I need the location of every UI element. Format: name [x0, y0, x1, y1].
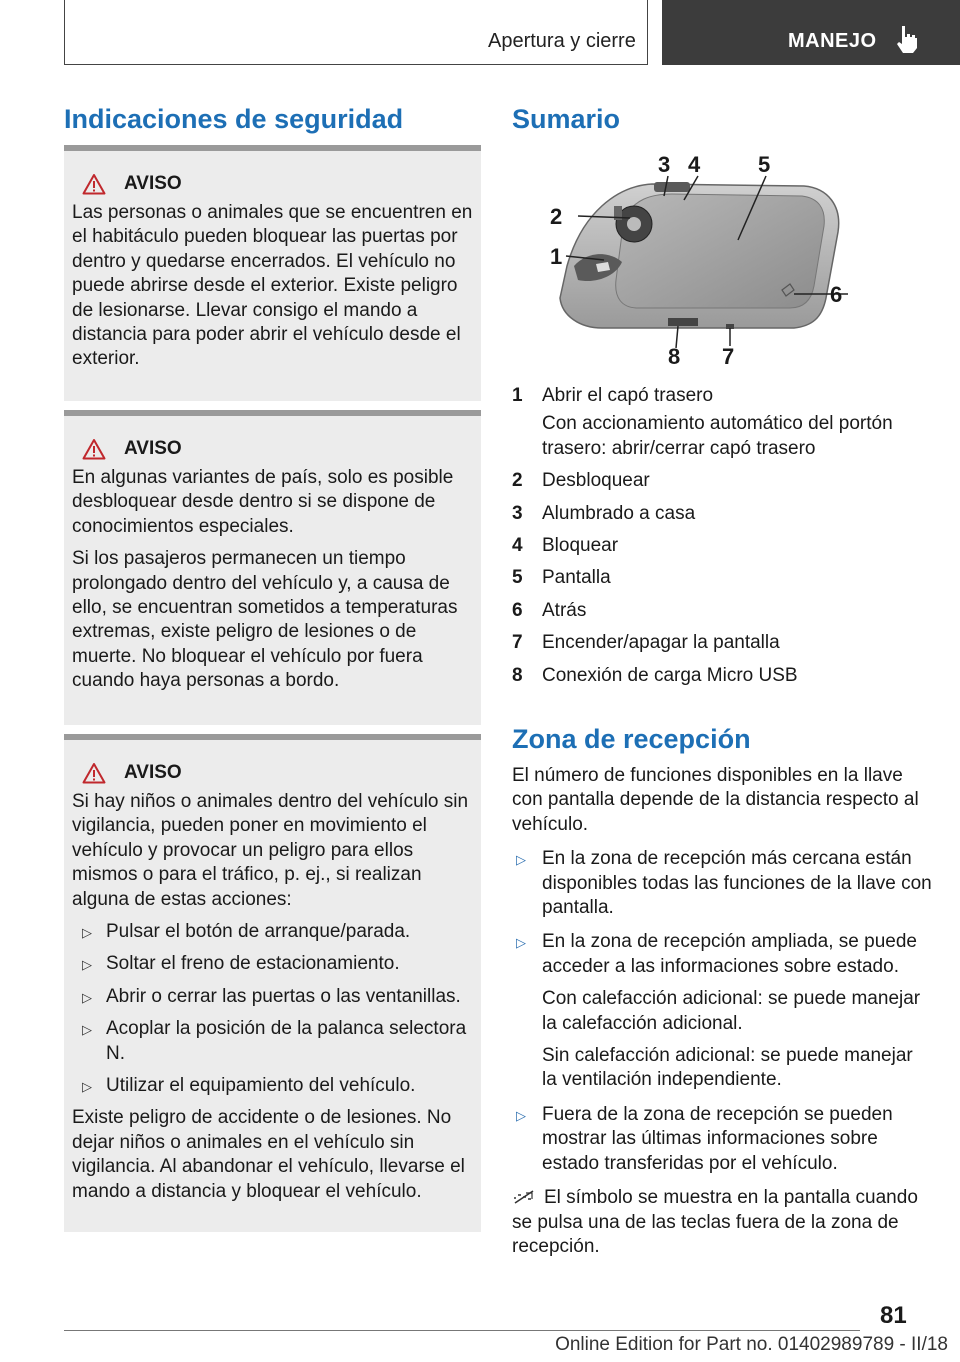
- header-section-box: [64, 0, 648, 65]
- edition-footer: Online Edition for Part no. 01402989789 - II/18: [555, 1334, 948, 1355]
- action-list: [72, 920, 473, 1098]
- warning-box: [64, 145, 481, 401]
- list-item: ▷ En la zona de recepción más cercana están disponibles todas las funciones de la llave con pantalla.: [516, 848, 932, 919]
- warning-icon: [82, 762, 106, 784]
- warning-text: Existe peligro de accidente o de lesiones. No dejar niños o animales en el vehículo sin vigilancia. Al abandonar el vehículo, llevarse el mando a distancia y bloquear el vehículo.: [72, 1107, 465, 1202]
- callout-5: 5: [758, 152, 771, 177]
- legend-item: 7 Encender/apagar la pantalla: [512, 632, 780, 654]
- legend-item: 8 Conexión de carga Micro USB: [512, 664, 798, 686]
- list-item: ▷ En la zona de recepción ampliada, se puede acceder a las informaciones sobre estado. Con calefacción adicional: se puede manejar la calefacción adicional. Sin calefacción adicional: se puede manejar la ventilación independiente.: [512, 930, 932, 1092]
- warning-text: Las personas o animales que se encuentren en el habitáculo pueden bloquear las puertas por dentro y quedarse encerrados. El vehículo no puede abrirse desde el exterior. Existe peligro de lesionarse. Llevar consigo el mando a distancia para poder abrir el vehículo desde el exterior.: [72, 202, 473, 370]
- callout-3: 3: [658, 152, 671, 177]
- triangle-bullet-icon: ▷: [516, 935, 526, 951]
- display-key-diagram: [512, 148, 848, 374]
- reception-zone-section: [512, 764, 932, 1259]
- list-item: ▷ Pulsar el botón de arranque/parada.: [72, 920, 473, 944]
- callout-2: 2: [550, 204, 563, 229]
- page-number: 81: [880, 1302, 907, 1329]
- list-item: ▷ Fuera de la zona de recepción se pueden mostrar las últimas informaciones sobre estado transferidas por el vehículo.: [516, 1103, 893, 1174]
- warning-label: AVISO: [124, 762, 182, 783]
- callout-1: 1: [550, 244, 563, 269]
- summary-legend: [512, 384, 932, 696]
- callout-6: 6: [830, 282, 843, 307]
- list-subtext: Con calefacción adicional: se puede manejar la calefacción adicional.: [542, 988, 921, 1034]
- triangle-bullet-icon: ▷: [516, 852, 526, 868]
- callout-7: 7: [722, 344, 735, 369]
- legend-item: 5 Pantalla: [512, 567, 611, 589]
- warning-icon: [82, 438, 106, 460]
- callout-4: 4: [688, 152, 701, 177]
- reception-zone-list: [512, 847, 932, 1176]
- section-title: Apertura y cierre: [488, 30, 636, 52]
- triangle-bullet-icon: ▷: [82, 957, 92, 973]
- list-item: ▷ Soltar el freno de estacionamiento.: [72, 952, 473, 976]
- safety-heading: Indicaciones de seguridad: [64, 104, 404, 134]
- legend-item: 2 Desbloquear: [512, 470, 650, 492]
- chapter-title: MANEJO: [788, 30, 877, 52]
- header-chapter-tab: [662, 0, 960, 65]
- warning-box: [64, 410, 481, 725]
- legend-subtext: Con accionamiento automático del portón trasero: abrir/cerrar capó trasero: [542, 413, 893, 459]
- warning-text: Si los pasajeros permanecen un tiempo prolongado dentro del vehículo y, a causa de ello, se encuentran sometidos a temperaturas extremas, existe peligro de lesiones o de muerte. No bloquear el vehículo por fuera cuando haya personas a bordo.: [72, 548, 458, 692]
- warning-label: AVISO: [124, 173, 182, 194]
- symbol-note: El símbolo se muestra en la pantalla cuando se pulsa una de las teclas fuera de la zona de recepción.: [512, 1187, 918, 1257]
- warning-text: Si hay niños o animales dentro del vehículo sin vigilancia, pueden poner en movimiento el vehículo y provocar un peligro para ellos mismos o para el tráfico, p. ej., si realizan alguna de estas acciones:: [72, 791, 469, 910]
- legend-item: 6 Atrás: [512, 599, 587, 621]
- warning-text: En algunas variantes de país, solo es posible desbloquear desde dentro si se dispone de conocimientos especiales.: [72, 467, 454, 537]
- summary-heading: Sumario: [512, 104, 621, 134]
- list-item: ▷ Abrir o cerrar las puertas o las ventanillas.: [72, 985, 473, 1009]
- hand-icon: [894, 24, 920, 54]
- callout-8: 8: [668, 344, 681, 369]
- list-item: ▷ Utilizar el equipamiento del vehículo.: [72, 1074, 473, 1098]
- warning-label: AVISO: [124, 438, 182, 459]
- out-of-range-icon: [512, 1189, 538, 1205]
- triangle-bullet-icon: ▷: [516, 1107, 526, 1123]
- warning-box: [64, 734, 481, 1232]
- list-subtext: Sin calefacción adicional: se puede manejar la ventilación independiente.: [542, 1045, 913, 1091]
- triangle-bullet-icon: ▷: [82, 1079, 92, 1095]
- legend-item: 1 Abrir el capó trasero Con accionamiento automático del portón trasero: abrir/cerrar capó trasero: [512, 384, 932, 461]
- legend-item: 4 Bloquear: [512, 535, 619, 557]
- reception-zone-heading: Zona de recepción: [512, 724, 751, 754]
- warning-icon: [82, 173, 106, 195]
- list-item: ▷ Acoplar la posición de la palanca selectora N.: [82, 1018, 467, 1064]
- triangle-bullet-icon: ▷: [82, 925, 92, 941]
- triangle-bullet-icon: ▷: [82, 1022, 92, 1038]
- reception-zone-intro: El número de funciones disponibles en la llave con pantalla depende de la distancia respecto al vehículo.: [512, 765, 919, 835]
- legend-item: 3 Alumbrado a casa: [512, 502, 696, 524]
- footer-divider: [64, 1330, 860, 1331]
- triangle-bullet-icon: ▷: [82, 989, 92, 1005]
